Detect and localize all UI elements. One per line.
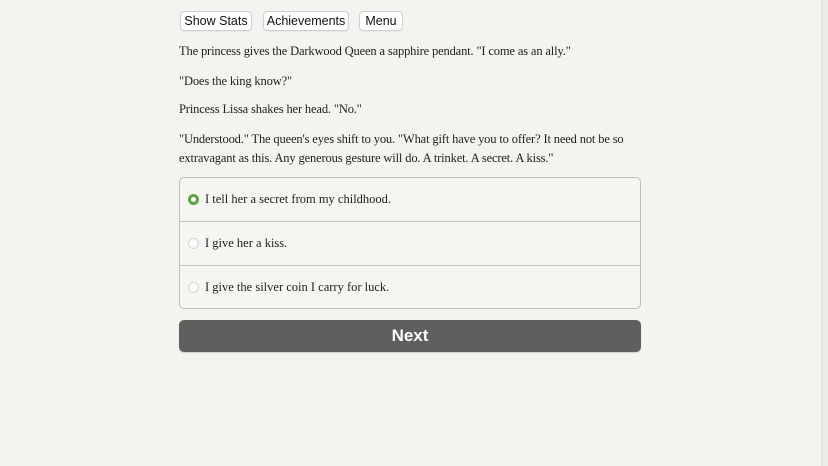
story-paragraph: The princess gives the Darkwood Queen a sapphire pendant. "I come as an ally." (179, 44, 571, 58)
next-button[interactable]: Next (179, 320, 641, 352)
choice-option-secret[interactable] (180, 178, 640, 221)
choice-label: I give the silver coin I carry for luck. (205, 280, 390, 294)
story-paragraph: Princess Lissa shakes her head. "No." (179, 102, 362, 116)
scrollbar-track[interactable] (821, 0, 828, 466)
show-stats-button[interactable]: Show Stats (180, 11, 252, 31)
story-paragraph: "Does the king know?" (179, 74, 292, 88)
radio-selected-icon[interactable] (188, 194, 199, 205)
story-paragraph: "Understood." The queen's eyes shift to you. "What gift have you to offer? It need not be so extravagant as this. Any generous gesture will do. A trinket. A secret. A kiss." (179, 132, 624, 165)
menu-button[interactable]: Menu (359, 11, 403, 31)
choice-list (179, 177, 641, 309)
choice-option-coin[interactable] (180, 265, 640, 308)
choice-label: I tell her a secret from my childhood. (205, 192, 392, 206)
radio-unselected-icon[interactable] (188, 282, 199, 293)
choice-label: I give her a kiss. (205, 236, 288, 250)
radio-unselected-icon[interactable] (188, 238, 199, 249)
achievements-button[interactable]: Achievements (263, 11, 349, 31)
choice-option-kiss[interactable] (180, 221, 640, 265)
